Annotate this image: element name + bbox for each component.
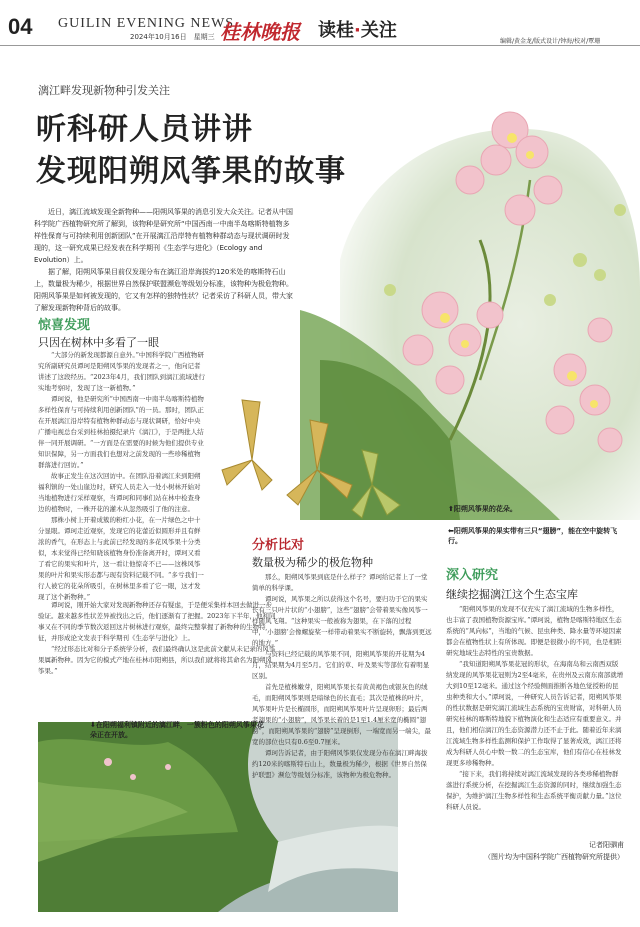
- s1-p6: “经过形态比对和分子系统学分析，我们最终确认这是此前文献从未记录的风筝果属新物种。因为它的模式产地在桂林市阳朔县，所以我们就将将其命名为阳朔风筝果。”: [38, 645, 276, 675]
- s1-p5: 谭珂说，刚开始大家对发现新物种还存有疑虑，于是便采集样本回去做进一步验证。越来越多性状差异被找出之后，他们逐渐有了把握。2023年下半年，他和同事又在不同的季节数次返回这片树林进行观察，最终完整掌握了新物种的生物特征，并形成论文发表于科学期刊《生态学与进化》上。: [38, 601, 276, 642]
- section-2-subtitle: 数量极为稀少的极危物种: [252, 556, 373, 569]
- lead-paragraphs: [34, 206, 296, 314]
- photo-credit: （图片均为中国科学院广西植物研究所提供）: [484, 853, 624, 861]
- section-1-body-b: [38, 600, 278, 715]
- section-3-subtitle: 继续挖掘漓江这个生态宝库: [446, 588, 578, 601]
- newspaper-logo: 桂林晚报: [220, 20, 300, 44]
- section-3-title: 深入研究: [446, 568, 499, 583]
- headline-line-1: 听科研人员讲讲: [36, 112, 253, 147]
- s3-p1: “阳朔风筝果的发现不仅充实了漓江流域的生物多样性，也丰富了我国植物资源宝库。”谭珂说，植物是喀斯特地区生态系统的“风向标”，当地的气候、昆虫种类、降水量等环境因素都会在植物性状上有所体现。即便是很微小的不同，也是相距研究地域生态特性的宝贵数据。: [446, 605, 622, 657]
- s2-p1: 那么，阳朔风筝果到底是什么样子？谭珂给记者上了一堂简单的科学课。: [252, 573, 428, 592]
- page-number: 04: [8, 14, 33, 39]
- date-line: 2024年10月16日 星期三: [130, 33, 215, 41]
- column-title: 读桂·关注: [318, 20, 397, 41]
- caption-river: ⬇在阳朔福利镇附近的漓江畔，一簇粉色的阳朔风筝果花朵正在开放。: [90, 721, 264, 739]
- caption-fruit: ⬅阳朔风筝果的果实带有三只“翅膀”，能在空中旋转飞行。: [448, 527, 618, 545]
- caption-flower: ⬆阳朔风筝果的花朵。: [448, 505, 517, 513]
- section-1-title: 惊喜发现: [38, 318, 91, 333]
- s3-p3: “接下来，我们将持续对漓江流域发现的各类珍稀植物群落进行系统分析，在挖掘漓江生态资源的同时，继续加强生态保护，为维护漓江生物多样性和生态系统平衡贡献力量。”这位科研人员说。: [446, 770, 622, 811]
- s2-p4: 首先是植株嫩芽，阳朔风筝果长有黄黄褐色或银灰色的绒毛，而阳朔风筝果则是暗绿色的长直毛；其次是植株的叶片，风筝果叶片是长椭圆形，而阳朔风筝果叶片呈现卵形；最后两者翅果的“小翅膀”，风筝果长着的是1至1.4厘米宽的椭圆“翅膀”，而阳朔风筝果的“翅膀”呈现倒形，一端宽而另一端尖，最宽的部位也只有0.6至0.7厘米。: [252, 683, 431, 746]
- paper-name-en: GUILIN EVENING NEWS: [58, 16, 235, 31]
- editors-line: 编辑/黄金龙/版式设计/钟海/校对/覃珊: [500, 38, 601, 45]
- winged-fruit-illustration: [212, 390, 412, 530]
- section-1-subtitle: 只因在树林中多看了一眼: [38, 336, 159, 349]
- section-3-body: [446, 604, 624, 834]
- section-2-title: 分析比对: [252, 538, 305, 553]
- s1-p4: 那株小树上开着成簇的粉红小花，在一片绿色之中十分显眼。谭珂走近观察，发现它的花蕾近似圆形并且有鲜浓的香气，在形态上与此前已经发现的多花风筝果十分类似，本来觉得已经知晓该植物身份准备离开时，谭珂又看了看它的果实和叶片，这一看让他惊奇不已——这株风筝果的叶片和果实形态都与现有资料记载不同。“多亏我们一行人被它的花朵所吸引，在树林里多看了它一眼，这才发现了这个新物种。”: [38, 516, 204, 600]
- lead-p1: 近日，漓江流域发现全新物种——阳朔风筝果的消息引发大众关注。记者从中国科学院广西植物研究所了解到，该物种是研究所“中国西南一中南半岛喀斯特植物多样性保育与可持续利用创新团队”在开展漓江沿岸特有植物种群动态与现状调研时发现的，这一研究成果已经发表在科学期刊《生态学与进化》（Ecology and Evolution）上。: [34, 208, 293, 264]
- kicker: 漓江畔发现新物种引发关注: [38, 84, 170, 97]
- headline-line-2: 发现阳朔风筝果的故事: [36, 154, 346, 189]
- s1-p1: “大部分的新发现都源自意外。”中国科学院广西植物研究所副研究员谭珂是阳朔风筝果的发现者之一，他向记者讲述了这段经历。“2023年4月，我们团队到漓江流域进行实地考察时，发现了这一新植物。”: [38, 351, 206, 392]
- s1-p3: 故事正发生在这次回访中。在团队沿着漓江来到阳朔福利镇的一处山崖边时，研究人员走入一处小树林开始对当地植物进行采样观察，当谭珂和同事们站在林中检查身边的植物时，一株开花的灌木从忽然吸引了他的注意。: [38, 472, 201, 513]
- s3-p2: “我知道阳朔风筝果花冠的形状，在海南岛和云南西双版纳发现的风筝果花冠则为2至4毫米，在贵州及云南东南部就增大到10至12毫米。通过这个经验侧面推断各地色觉授粉的昆虫种类和大小。”谭珂说，一种研究人员告诉记者，阳朔风筝果的性状数据是研究漓江流域生态系统的宝贵财富，对科研人员研究桂林的喀斯特地貌下植物演化和生态适应有重要意义。并且，他们相信漓江的生态资源潜力还不止于此。随着近年来漓江流域生物多样性监测和保护工作取得了显著成效，漓江还将成为科研人员心中数一数二的生态宝库，他们有信心在桂林发现更多珍稀物种。: [446, 660, 624, 767]
- section-1-body-a: [38, 350, 206, 600]
- section-2-body: [252, 572, 432, 824]
- s2-p3: 与资料已经记载的风筝果不同，阳朔风筝果的开花期为4月，结果期为4月至5月。它们的草、叶及果实等部位有着明显区别。: [252, 650, 430, 680]
- s2-p2: 谭珂说，风筝果之所以获得这个名号，要归功于它的果实长有三只叶片状的“小翅膀”，这些“翅膀”会带着果实像风筝一样随风飞翔。“这种果实一般被称为翅果，在下落的过程中，‘小翅膀’会像螺旋桨一样带动着果实不断旋转，飘落到更远的地方。”: [252, 595, 432, 647]
- s2-p5: 谭珂告诉记者，由于阳朔风筝果仅发现分布在漓江畔海拔约120米的喀斯特石山上，数量极为稀少，根据《世界自然保护联盟》濒危等级划分标准，该物种为极危物种。: [252, 749, 428, 779]
- reporter-byline: 记者阳驷甫: [589, 841, 624, 849]
- lead-p2: 据了解，阳朔风筝果目前仅发现分布在漓江沿岸海拔约120米处的喀斯特石山上，数量极为稀少，根据世界自然保护联盟濒危等级划分标准，该物种为极危物种。阳朔风筝果是如何被发现的，它又有怎样的独特性状？记者采访了科研人员，带大家了解发现新物种背后的故事。: [34, 268, 293, 312]
- s1-p2: 谭珂说，他是研究所“中国西南一中南半岛喀斯特植物多样性保育与可持续利用创新团队”的一员。那时，团队正在开展漓江沿岸特有植物种群动态与现状调研，恰好中央广播电视总台采到桂林拍摄纪录片《漓江》，于是两批人结伴一同开展调研。“一方面是在需要的时候为他们提供专业知识保障，另一方面我们也想对之前发现的一些珍稀植物群落进行回访。”: [38, 395, 204, 469]
